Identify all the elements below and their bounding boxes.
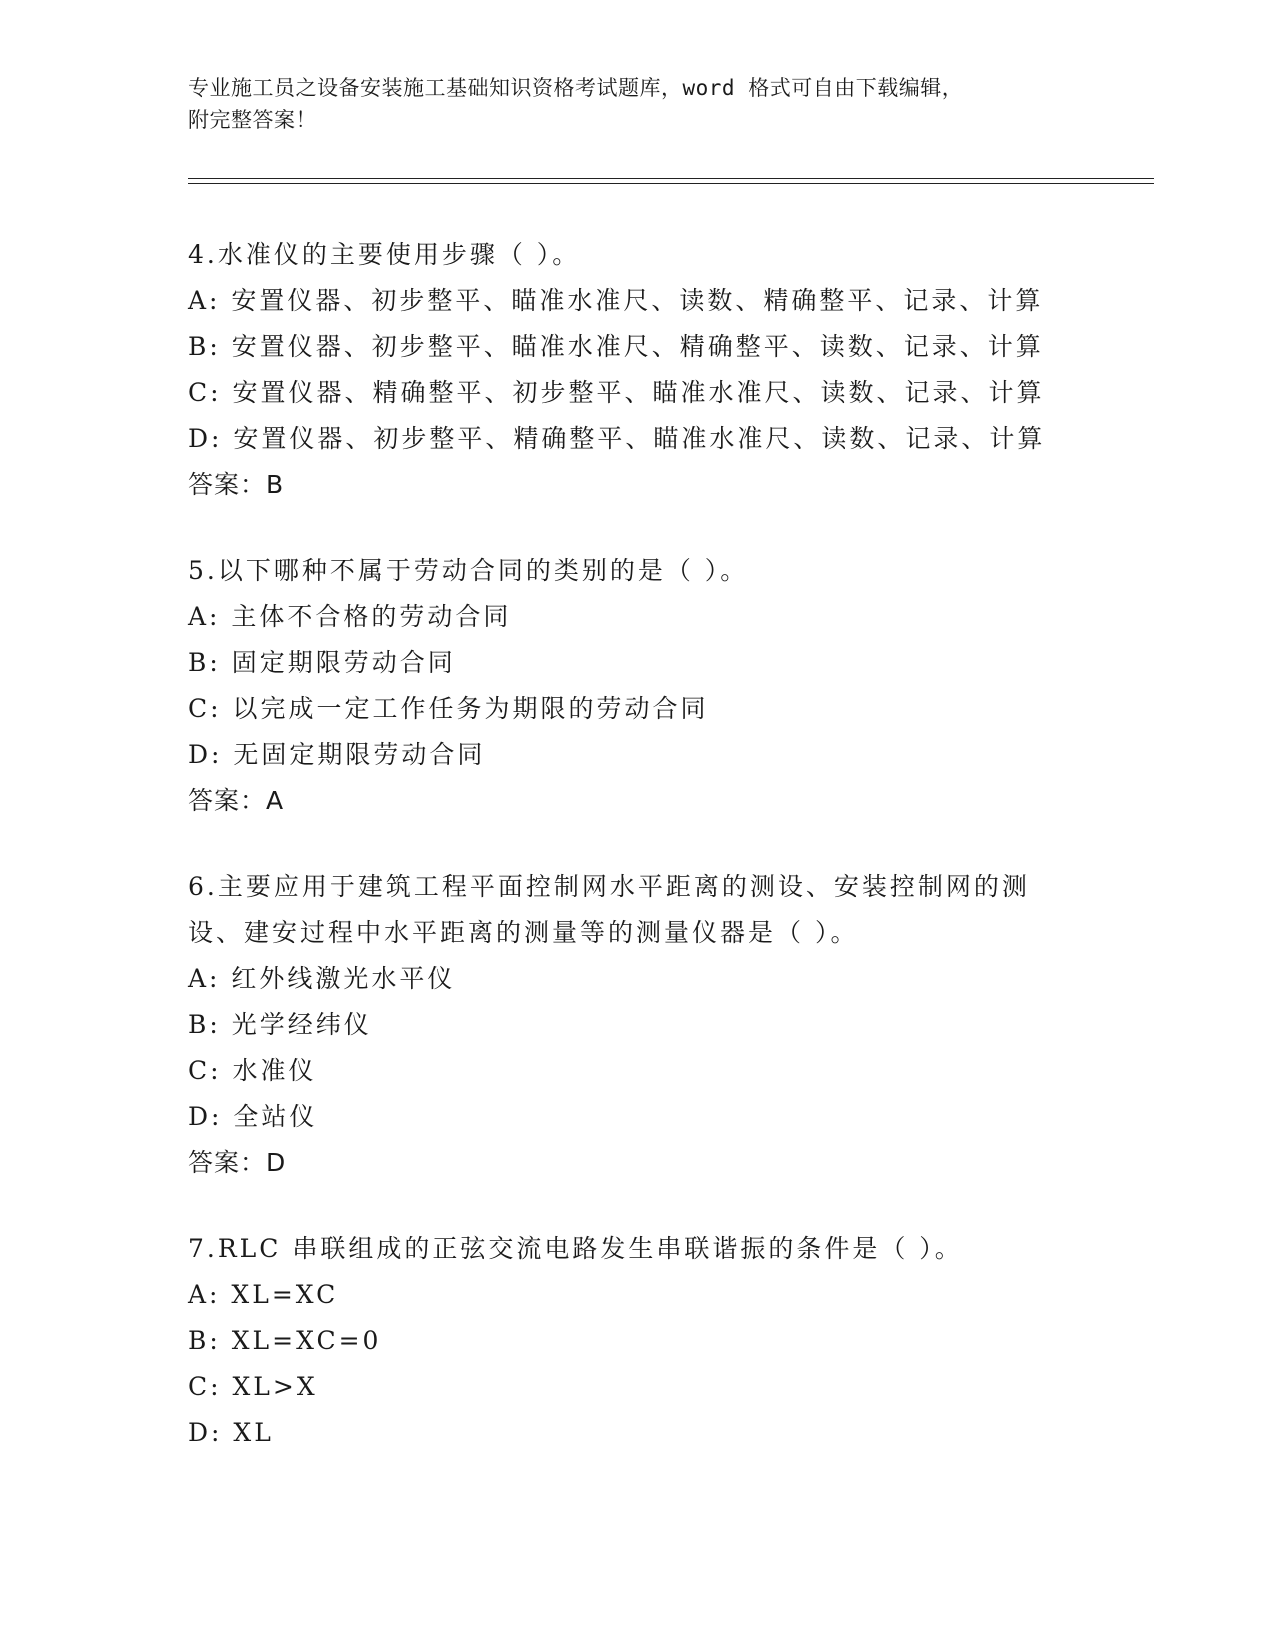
option-a: A: XL=XC [188, 1280, 339, 1309]
option-c: C: 安置仪器、精确整平、初步整平、瞄准水准尺、读数、记录、计算 [188, 378, 1045, 407]
question-list [188, 232, 1088, 1496]
question-stem: 5.以下哪种不属于劳动合同的类别的是（ ）。 [188, 556, 749, 585]
question-stem: 4.水准仪的主要使用步骤（ ）。 [188, 240, 581, 269]
question-7 [188, 1226, 1088, 1456]
option-b: B: XL=XC=0 [188, 1326, 382, 1355]
option-b: B: 光学经纬仪 [188, 1010, 372, 1039]
option-b: B: 固定期限劳动合同 [188, 648, 456, 677]
question-6 [188, 864, 1088, 1186]
answer-line: 答案：D [188, 1148, 287, 1177]
option-d: D: 安置仪器、初步整平、精确整平、瞄准水准尺、读数、记录、计算 [188, 424, 1046, 453]
answer-line: 答案：B [188, 470, 285, 499]
question-stem-line-1: 6.主要应用于建筑工程平面控制网水平距离的测设、安装控制网的测 [188, 872, 1030, 901]
answer-line: 答案：A [188, 786, 285, 815]
option-a: A: 主体不合格的劳动合同 [188, 602, 512, 631]
question-stem-line-2: 设、建安过程中水平距离的测量等的测量仪器是（ ）。 [188, 918, 859, 947]
option-d: D: 全站仪 [188, 1102, 318, 1131]
header-line-2: 附完整答案！ [188, 108, 317, 132]
option-c: C: 以完成一定工作任务为期限的劳动合同 [188, 694, 709, 723]
option-c: C: XL>X [188, 1372, 318, 1401]
option-a: A: 红外线激光水平仪 [188, 964, 456, 993]
header-line-1: 专业施工员之设备安装施工基础知识资格考试题库，word 格式可自由下载编辑， [188, 76, 964, 100]
document-header [188, 72, 1088, 136]
option-b: B: 安置仪器、初步整平、瞄准水准尺、精确整平、读数、记录、计算 [188, 332, 1044, 361]
question-4 [188, 232, 1088, 508]
question-stem: 7.RLC 串联组成的正弦交流电路发生串联谐振的条件是（ ）。 [188, 1234, 963, 1263]
option-d: D: XL [188, 1418, 274, 1447]
header-divider [188, 178, 1154, 184]
option-c: C: 水准仪 [188, 1056, 317, 1085]
option-a: A: 安置仪器、初步整平、瞄准水准尺、读数、精确整平、记录、计算 [188, 286, 1044, 315]
option-d: D: 无固定期限劳动合同 [188, 740, 486, 769]
question-5 [188, 548, 1088, 824]
